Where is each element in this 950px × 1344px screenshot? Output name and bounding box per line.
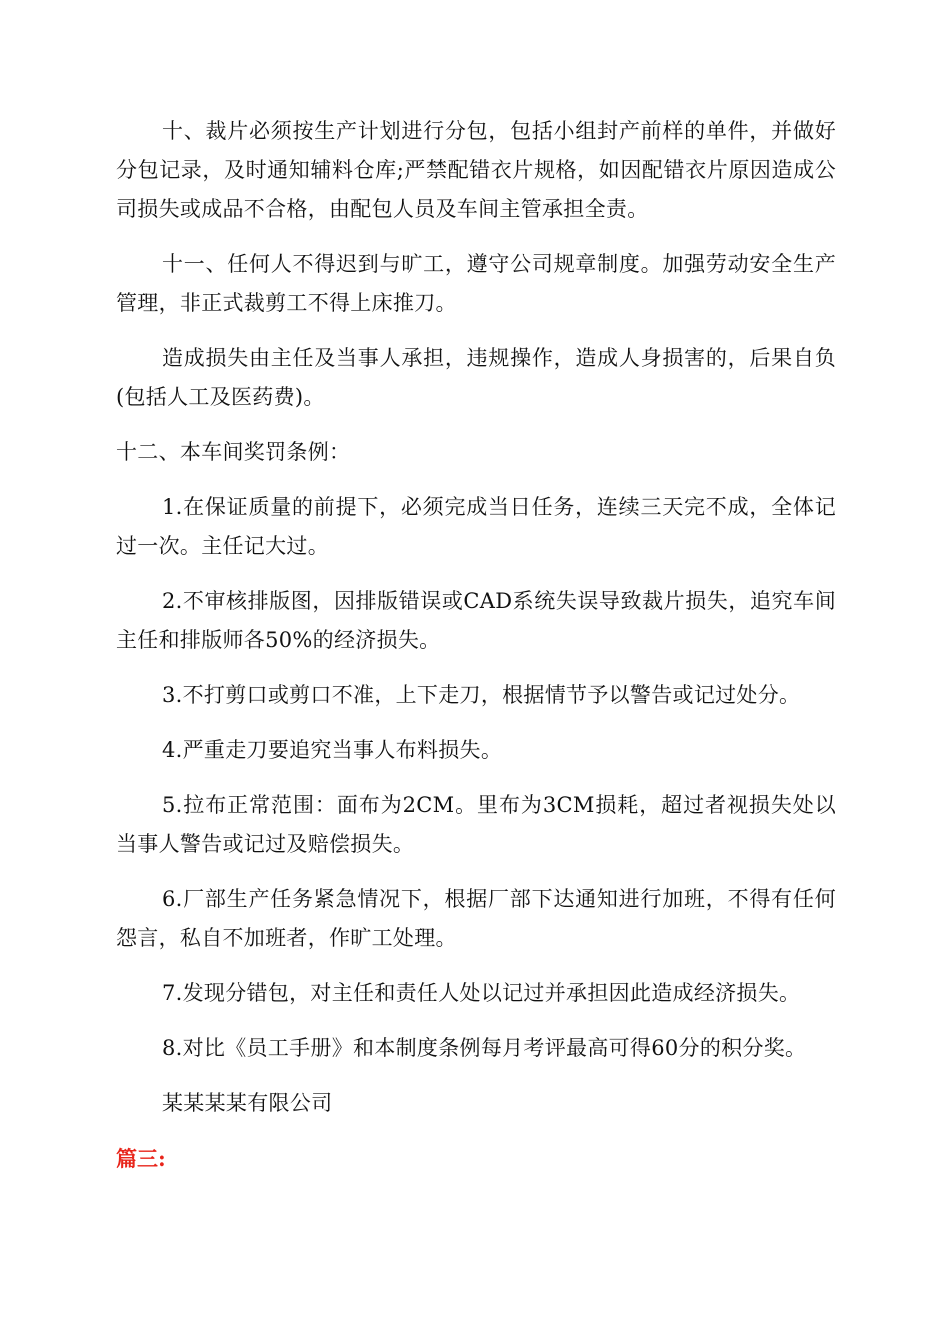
list-item-7: 7.发现分错包，对主任和责任人处以记过并承担因此造成经济损失。 [162,981,801,1005]
paragraph-rule-10: 十、裁片必须按生产计划进行分包，包括小组封产前样的单件，并做好分包记录，及时通知辅料仓库;严禁配错衣片规格，如因配错衣片原因造成公司损失或成品不合格，由配包人员及车间主管承担全责。 [116,119,836,221]
paragraph-loss-responsibility: 造成损失由主任及当事人承担，违规操作，造成人身损害的，后果自负(包括人工及医药费)。 [116,346,836,409]
list-item-1: 1.在保证质量的前提下，必须完成当日任务，连续三天完不成，全体记过一次。主任记大过。 [116,495,836,558]
list-item-2: 2.不审核排版图，因排版错误或CAD系统失误导致裁片损失，追究车间主任和排版师各50%的经济损失。 [116,589,836,652]
company-signature: 某某某某有限公司 [162,1091,333,1115]
list-item-5: 5.拉布正常范围：面布为2CM。里布为3CM损耗，超过者视损失处以当事人警告或记过及赔偿损失。 [116,793,836,856]
paragraph-rule-11: 十一、任何人不得迟到与旷工，遵守公司规章制度。加强劳动安全生产管理，非正式裁剪工不得上床推刀。 [116,252,836,315]
paragraph-rule-12-heading: 十二、本车间奖罚条例： [116,440,351,464]
list-item-4: 4.严重走刀要追究当事人布料损失。 [162,738,503,762]
document-body [116,112,836,1194]
list-item-8: 8.对比《员工手册》和本制度条例每月考评最高可得60分的积分奖。 [162,1036,807,1060]
list-item-3: 3.不打剪口或剪口不准，上下走刀，根据情节予以警告或记过处分。 [162,683,801,707]
list-item-6: 6.厂部生产任务紧急情况下，根据厂部下达通知进行加班，不得有任何怨言，私自不加班者，作旷工处理。 [116,887,836,950]
section-heading: 篇三: [116,1146,166,1171]
